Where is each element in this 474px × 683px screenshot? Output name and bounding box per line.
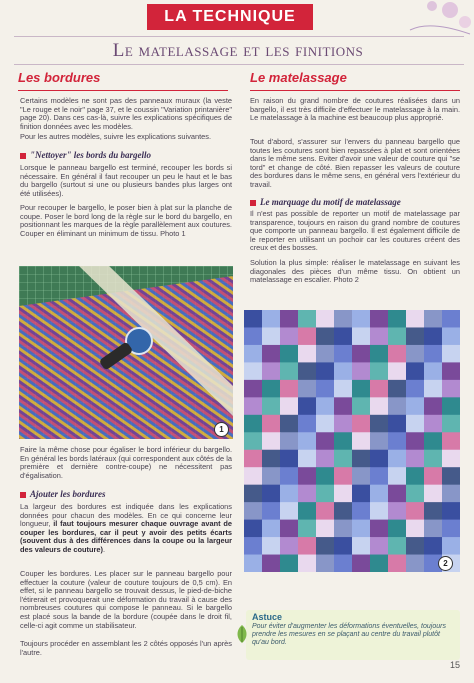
quilt-patch	[244, 432, 263, 450]
quilt-patch	[388, 520, 407, 538]
left-subheading-1	[20, 150, 232, 160]
quilt-patch	[388, 432, 407, 450]
title-rule-bottom	[14, 64, 464, 65]
quilt-patch	[244, 467, 263, 485]
quilt-patch	[298, 485, 317, 503]
quilt-patch	[316, 432, 335, 450]
quilt-patch	[352, 555, 371, 572]
quilt-patch	[280, 345, 299, 363]
quilt-patch	[262, 310, 281, 328]
quilt-patch	[424, 397, 443, 415]
quilt-patch	[316, 555, 335, 572]
quilt-patch	[298, 397, 317, 415]
quilt-patch	[370, 380, 389, 398]
quilt-patch	[334, 310, 353, 328]
quilt-patch	[334, 345, 353, 363]
astuce-text: Pour éviter d'augmenter les déformations éventuelles, toujours prendre les mesures en se plaçant au centre du travail plutôt qu'au bord.	[252, 623, 446, 646]
quilt-patch	[316, 537, 335, 555]
quilt-patch	[316, 380, 335, 398]
quilt-patch	[244, 485, 263, 503]
quilt-patch	[316, 397, 335, 415]
quilt-patch	[406, 345, 425, 363]
quilt-patch	[262, 485, 281, 503]
left-intro: Certains modèles ne sont pas des panneaux muraux (la veste "Le rouge et le noir" page 37, et le coussin "Variation printanière" page 20). Dans ces cas-là, suivre les explications spécifiques de finition données avec les modèles.	[20, 96, 232, 131]
left-paragraph-4-c: .	[102, 544, 106, 554]
photo-1-number: 1	[214, 422, 229, 437]
quilt-patch	[424, 345, 443, 363]
title-rule-top	[14, 36, 464, 37]
quilt-patch	[298, 380, 317, 398]
quilt-patch	[262, 415, 281, 433]
quilt-patch	[352, 502, 371, 520]
quilt-patch	[352, 327, 371, 345]
quilt-patch	[334, 415, 353, 433]
quilt-patch	[352, 520, 371, 538]
quilt-patch	[442, 380, 460, 398]
quilt-patch	[262, 555, 281, 572]
quilt-patch	[262, 432, 281, 450]
photo-2-number: 2	[438, 556, 453, 571]
left-paragraph-4-bold: il faut toujours mesurer chaque ouvrage avant de couper les bordures, car il peut y avoir des petits écarts (souvent dus à des différences dans la coupe ou la largeur des valeurs de couture)	[20, 519, 233, 554]
quilt-patch	[388, 537, 407, 555]
quilt-patch	[316, 485, 335, 503]
quilt-patch	[334, 397, 353, 415]
quilt-patch	[388, 502, 407, 520]
quilt-patch	[316, 450, 335, 468]
quilt-patch	[370, 467, 389, 485]
quilt-patch	[262, 502, 281, 520]
quilt-patch	[244, 415, 263, 433]
quilt-patch	[424, 432, 443, 450]
quilt-patch	[406, 327, 425, 345]
quilt-patch	[280, 310, 299, 328]
quilt-patch	[442, 537, 460, 555]
right-paragraph-4: Solution la plus simple: réaliser le matelassage en suivant les diagonales des pièces d'un même tissu. On obtient un matelassage en escalier. Photo 2	[250, 258, 460, 285]
quilt-patch	[352, 345, 371, 363]
quilt-patch	[352, 380, 371, 398]
quilt-patch	[370, 520, 389, 538]
quilt-patch	[424, 380, 443, 398]
quilt-patch	[406, 415, 425, 433]
quilt-patch	[298, 467, 317, 485]
quilt-patch	[244, 397, 263, 415]
quilt-patch	[298, 415, 317, 433]
quilt-patch	[280, 380, 299, 398]
astuce-title: Astuce	[252, 612, 283, 622]
quilt-patch	[334, 485, 353, 503]
quilt-patch	[406, 502, 425, 520]
floral-decoration-icon	[370, 0, 474, 40]
quilt-patch	[388, 397, 407, 415]
quilt-patch	[406, 450, 425, 468]
left-paragraph-3: Faire la même chose pour égaliser le bord inférieur du bargello. En général les bords latéraux (qui correspondent aux côtés de la première et dernière contre-coupe) ne nécessitent pas d'égalisation.	[20, 445, 232, 480]
quilt-patch	[442, 520, 460, 538]
quilt-patch	[424, 537, 443, 555]
quilt-patch	[388, 450, 407, 468]
quilt-patch	[370, 327, 389, 345]
quilt-patch	[352, 485, 371, 503]
quilt-patch	[262, 380, 281, 398]
quilt-patch	[442, 450, 460, 468]
photo-1	[19, 266, 233, 439]
quilt-patch	[280, 555, 299, 572]
quilt-patch	[316, 502, 335, 520]
quilt-patch	[442, 415, 460, 433]
quilt-patch	[406, 310, 425, 328]
quilt-patch	[334, 555, 353, 572]
quilt-patch	[334, 537, 353, 555]
quilt-patch	[370, 537, 389, 555]
right-paragraph-2: Tout d'abord, s'assurer sur l'envers du panneau bargello que toutes les coutures sont bien repassées à plat et sont orientées dans le même sens. Eviter d'avoir une valeur de couture qui "se tord" et change de côté. Bien repasser les valeurs de couture des bordures dans le même sens, en général vers l'extérieur du travail.	[250, 137, 460, 189]
quilt-patch	[298, 327, 317, 345]
quilt-patch	[424, 415, 443, 433]
quilt-patch	[244, 450, 263, 468]
quilt-patch	[280, 397, 299, 415]
quilt-patch	[352, 362, 371, 380]
quilt-patch	[370, 362, 389, 380]
photo-1-image	[19, 266, 233, 439]
quilt-patch	[406, 467, 425, 485]
right-paragraph-1: En raison du grand nombre de coutures réalisées dans un bargello, il est très difficile d'effectuer le matelassage à la main. Le matelassage à la machine est beaucoup plus approprié.	[250, 96, 460, 123]
quilt-patch	[316, 467, 335, 485]
left-paragraph-1: Lorsque le panneau bargello est terminé, recouper les bords si nécessaire. En général il faut recouper un peu le haut et le bas du bargello (surtout si une ou plusieurs bandes plus larges ont été utilisées).	[20, 163, 232, 198]
quilt-patch	[262, 467, 281, 485]
quilt-patch	[334, 502, 353, 520]
quilt-patch	[334, 520, 353, 538]
quilt-patch	[316, 345, 335, 363]
quilt-patch	[244, 345, 263, 363]
quilt-patch	[352, 310, 371, 328]
quilt-patch	[244, 502, 263, 520]
quilt-patch	[406, 362, 425, 380]
quilt-patch	[442, 327, 460, 345]
right-heading: Le matelassage	[250, 70, 347, 85]
left-paragraph-4	[20, 503, 232, 555]
quilt-patch	[298, 502, 317, 520]
right-subheading-1	[250, 197, 460, 207]
quilt-patch	[370, 310, 389, 328]
quilt-patch	[424, 450, 443, 468]
quilt-patch	[370, 397, 389, 415]
left-heading: Les bordures	[18, 70, 101, 85]
astuce-box	[246, 610, 460, 660]
quilt-patch	[244, 520, 263, 538]
quilt-patch	[406, 537, 425, 555]
quilt-patch	[442, 362, 460, 380]
left-subheading-2	[20, 489, 232, 499]
quilt-patch	[352, 415, 371, 433]
quilt-patch	[388, 380, 407, 398]
quilt-patch	[388, 415, 407, 433]
quilt-patch	[262, 537, 281, 555]
quilt-patch	[298, 555, 317, 572]
quilt-patch	[370, 450, 389, 468]
quilt-patch	[298, 362, 317, 380]
quilt-patch	[334, 380, 353, 398]
quilt-patch	[334, 362, 353, 380]
quilt-patch	[334, 327, 353, 345]
quilt-patch	[424, 310, 443, 328]
quilt-patch	[244, 310, 263, 328]
quilt-patch	[262, 397, 281, 415]
section-label: LA TECHNIQUE	[164, 8, 296, 25]
quilt-patch	[352, 537, 371, 555]
quilt-patch	[352, 450, 371, 468]
quilt-patch	[370, 432, 389, 450]
quilt-patch	[442, 502, 460, 520]
quilt-patch	[280, 520, 299, 538]
left-subheading-1-text: "Nettoyer" les bords du bargello	[30, 150, 151, 160]
quilt-patch	[388, 362, 407, 380]
quilt-patch	[352, 432, 371, 450]
quilt-patch	[280, 432, 299, 450]
quilt-patch	[262, 450, 281, 468]
quilt-patch	[280, 537, 299, 555]
quilt-patch	[298, 310, 317, 328]
quilt-patch	[298, 432, 317, 450]
quilt-patch	[424, 502, 443, 520]
quilt-patch	[370, 485, 389, 503]
quilt-patch	[280, 467, 299, 485]
bullet-square-icon-2	[20, 492, 26, 498]
quilt-patch	[298, 345, 317, 363]
quilt-patch	[298, 520, 317, 538]
quilt-patch	[406, 520, 425, 538]
quilt-patch	[388, 327, 407, 345]
left-paragraph-6: Toujours procéder en assemblant les 2 côtés opposés l'un après l'autre.	[20, 639, 232, 657]
quilt-patch	[424, 520, 443, 538]
quilt-patch	[388, 485, 407, 503]
quilt-patch	[424, 467, 443, 485]
leaf-icon	[234, 624, 250, 644]
photo-2-image	[244, 310, 460, 572]
quilt-patch	[262, 520, 281, 538]
quilt-patch	[442, 467, 460, 485]
quilt-patch	[370, 415, 389, 433]
left-paragraph-4-a: La largeur des bordures est indiquée dans les explications données pour chacun des modèles. En ce qui concerne leur longueur,	[20, 502, 232, 529]
quilt-patch	[334, 432, 353, 450]
left-paragraph-2: Pour recouper le bargello, le poser bien à plat sur la planche de coupe. Poser le bord long de la règle sur le bord du bargello, en positionnant les marques de la règle parallèlement aux coutures. Couper en éliminant un minimum de tissu. Photo 1	[20, 203, 232, 238]
quilt-patch	[280, 502, 299, 520]
quilt-patch	[388, 467, 407, 485]
right-heading-rule	[250, 90, 460, 91]
quilt-patch	[298, 537, 317, 555]
quilt-patch	[262, 345, 281, 363]
quilt-patch	[406, 485, 425, 503]
right-subheading-1-text: Le marquage du motif de matelassage	[260, 197, 401, 207]
quilt-patch	[388, 555, 407, 572]
quilt-patch	[280, 327, 299, 345]
quilt-patch	[262, 362, 281, 380]
bullet-square-icon-3	[250, 200, 256, 206]
quilt-patch	[406, 397, 425, 415]
quilt-patch	[280, 415, 299, 433]
quilt-patch	[316, 520, 335, 538]
quilt-patch	[388, 345, 407, 363]
quilt-patch	[442, 310, 460, 328]
quilt-patch	[442, 432, 460, 450]
quilt-patch	[370, 502, 389, 520]
quilt-patch	[442, 485, 460, 503]
quilt-patch	[316, 327, 335, 345]
quilt-patch	[316, 415, 335, 433]
quilt-patch	[424, 485, 443, 503]
quilt-patch	[406, 555, 425, 572]
quilt-patch	[244, 380, 263, 398]
quilt-patch	[442, 345, 460, 363]
quilt-patch	[406, 380, 425, 398]
bullet-square-icon	[20, 153, 26, 159]
quilt-patch	[352, 397, 371, 415]
quilt-patch	[388, 310, 407, 328]
quilt-patch	[244, 555, 263, 572]
quilt-patch	[244, 537, 263, 555]
quilt-patch	[442, 397, 460, 415]
left-heading-rule	[18, 90, 228, 91]
quilt-patch	[316, 362, 335, 380]
quilt-patch	[262, 327, 281, 345]
quilt-patch	[424, 362, 443, 380]
quilt-patch	[298, 450, 317, 468]
quilt-patch	[280, 362, 299, 380]
left-subheading-2-text: Ajouter les bordures	[30, 489, 106, 499]
page-title: Le matelassage et les finitions	[112, 40, 364, 61]
quilt-patch	[352, 467, 371, 485]
quilt-patch	[244, 362, 263, 380]
quilt-patch	[406, 432, 425, 450]
quilt-patch	[316, 310, 335, 328]
quilt-patch	[334, 450, 353, 468]
page-number: 15	[449, 660, 460, 670]
quilt-patch	[280, 485, 299, 503]
quilt-patch	[244, 327, 263, 345]
right-paragraph-3: Il n'est pas possible de reporter un motif de matelassage par transparence, toujours en raison du grand nombre de coutures que comporte un panneau bargello. Il est également difficile de le reporter en utilisant un pochoir car les coutures créent des creux et des bosses.	[250, 209, 460, 253]
quilt-patch	[370, 345, 389, 363]
quilt-patch	[280, 450, 299, 468]
quilt-patch	[334, 467, 353, 485]
left-intro-2: Pour les autres modèles, suivre les explications suivantes.	[20, 132, 212, 141]
photo-2	[244, 310, 460, 572]
left-paragraph-5: Couper les bordures. Les placer sur le panneau bargello pour effectuer la couture (valeur de couture toujours de 0,5 cm). En effet, si le panneau bargello se trouvait dessus, le pied-de-biche l'étirerait et provoquerait une déformation du travail à cause des nombreuses coutures qui compose le panneau. Si le bargello est placé sous la bande de la bordure (coupée dans le droit fil, celle-ci agit comme un stabilisateur.	[20, 569, 232, 630]
quilt-patch	[424, 327, 443, 345]
quilt-patch	[370, 555, 389, 572]
section-banner	[147, 4, 313, 30]
